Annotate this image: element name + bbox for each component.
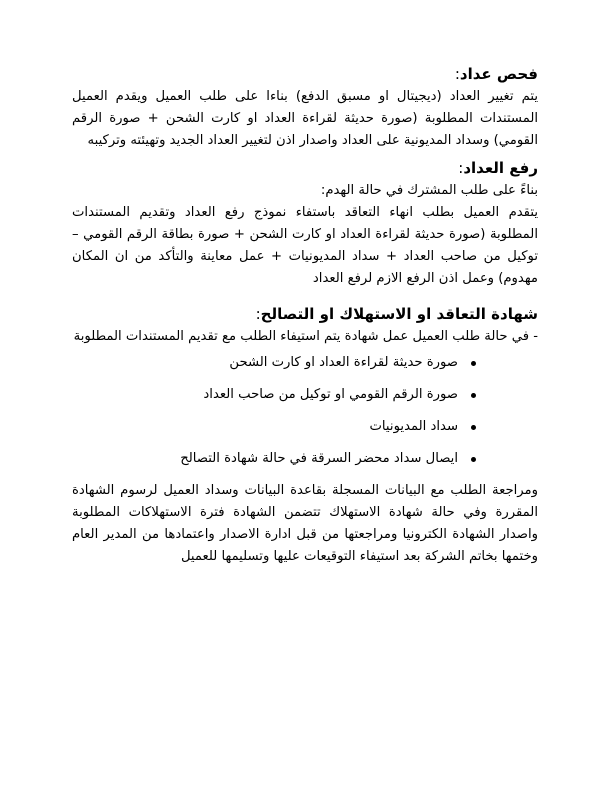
remove-meter-paragraph: يتقدم العميل بطلب انهاء التعاقد باستفاء نموذج رفع العداد وتقديم المستندات المطلوبة (صورة حديثة لقراءة العداد او كارت الشحن + صورة بطاقة الرقم القومي – توكيل من صاحب العداد + سداد المديونيات + عمل معاينة والتأكد من ان المكان مهدوم) وعمل اذن الرفع الازم لرفع العداد [72, 205, 538, 286]
certificate-title: شهادة التعاقد او الاستهلاك او التصالح [260, 305, 538, 323]
check-meter-paragraph: يتم تغيير العداد (ديجيتال او مسبق الدفع) بناءا على طلب العميل ويقدم العميل المستندات المطلوبة (صورة حديثة لقراءة العداد او كارت الشحن + صورة الرقم القومي) وسداد المديونية على العداد واصدار اذن لتغيير العداد الجديد وتهيئته وتركيبه [72, 89, 538, 148]
remove-meter-heading [72, 156, 538, 180]
check-meter-heading [72, 62, 538, 86]
list-item [72, 448, 458, 470]
list-item-text: ايصال سداد محضر السرقة في حالة شهادة التصالح [180, 451, 458, 466]
certificate-heading [72, 302, 538, 326]
list-item-text: صورة الرقم القومي او توكيل من صاحب العداد [203, 387, 458, 402]
check-meter-colon: : [454, 65, 460, 83]
bullet-icon [471, 393, 476, 398]
bullet-icon [471, 361, 476, 366]
list-item-text: سداد المديونيات [369, 419, 458, 434]
check-meter-title: فحص عداد [459, 65, 538, 83]
certificate-intro: - في حالة طلب العميل عمل شهادة يتم استيفاء الطلب مع تقديم المستندات المطلوبة [73, 329, 538, 344]
list-item [72, 416, 458, 438]
certificate-paragraph: ومراجعة الطلب مع البيانات المسجلة بقاعدة البيانات وسداد العميل لرسوم الشهادة المقررة وفي حالة شهادة الاستهلاك تتضمن الشهادة فترة الاستهلاكات المطلوبة واصدار الشهادة الكترونيا ومراجعتها من قبل ادارة الاصدار واعتمادها من المدير العام وختمها بخاتم الشركة بعد استيفاء التوقيعات عليها وتسليمها للعميل [72, 483, 538, 564]
certificate-colon: : [255, 305, 261, 323]
list-item-text: صورة حديثة لقراءة العداد او كارت الشحن [229, 355, 458, 370]
remove-meter-intro: بناءً على طلب المشترك في حالة الهدم: [320, 183, 538, 198]
bullet-icon [471, 425, 476, 430]
list-item [72, 352, 458, 374]
remove-meter-title: رفع العداد [463, 159, 538, 177]
required-documents-list [72, 352, 538, 470]
bullet-icon [471, 457, 476, 462]
document-page [72, 62, 538, 568]
remove-meter-colon: : [458, 159, 464, 177]
list-item [72, 384, 458, 406]
